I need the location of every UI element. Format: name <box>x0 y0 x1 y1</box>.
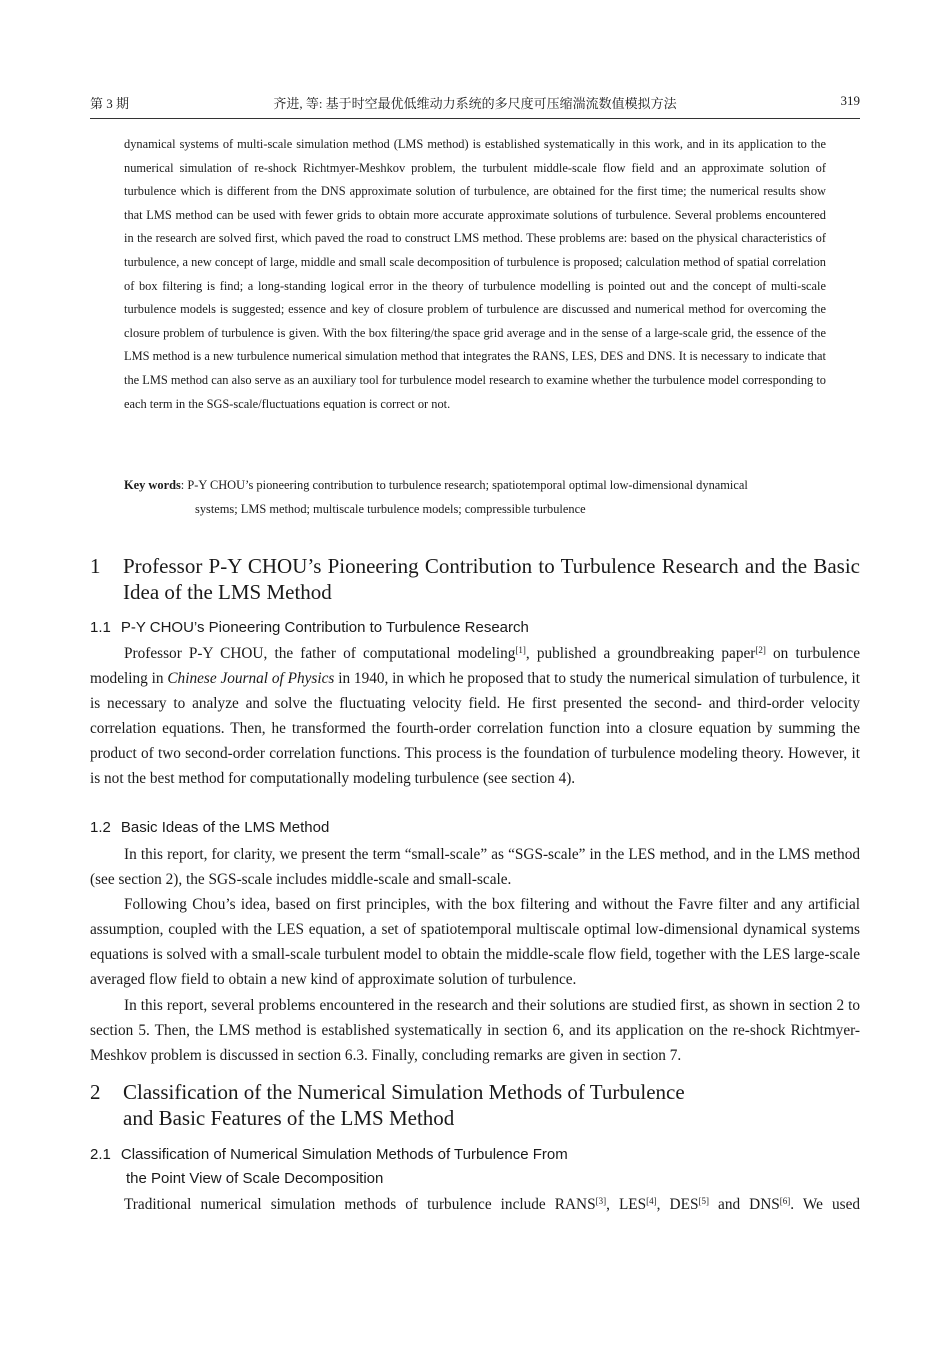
subsection-title: Basic Ideas of the LMS Method <box>120 819 330 836</box>
section-2-heading <box>90 1079 860 1131</box>
text: and DNS <box>708 1196 780 1213</box>
subsection-title-line2: the Point View of Scale Decomposition <box>126 1170 384 1187</box>
text: , published a groundbreaking paper <box>525 645 756 662</box>
running-title: 齐进, 等: 基于时空最优低维动力系统的多尺度可压缩湍流数值模拟方法 <box>273 96 677 111</box>
citation[interactable]: [6] <box>779 1196 791 1206</box>
keywords-line1: P-Y CHOU’s pioneering contribution to turbulence research; spatiotemporal optimal low-dimensional dynamical <box>187 478 748 492</box>
section-title-line2: and Basic Features of the LMS Method <box>123 1106 455 1130</box>
text: , LES <box>606 1196 647 1213</box>
paragraphs <box>90 842 860 1068</box>
text: on turbulence modeling in <box>90 645 861 688</box>
text: . We used <box>790 1196 861 1213</box>
section-number: 2 <box>90 1080 101 1104</box>
section-number: 1 <box>90 554 101 578</box>
citation[interactable]: [3] <box>595 1196 607 1206</box>
header-rule <box>90 118 860 119</box>
keywords <box>124 474 826 521</box>
subsection-1-2-heading <box>90 816 860 840</box>
subsection-number: 2.1 <box>90 1146 111 1163</box>
keywords-line2: systems; LMS method; multiscale turbulence models; compressible turbulence <box>195 501 586 516</box>
section-title-line1: Classification of the Numerical Simulation Methods of Turbulence <box>123 1080 685 1104</box>
issue-number: 第 3 期 <box>90 96 130 111</box>
page-number: 319 <box>840 93 860 108</box>
paragraph: In this report, for clarity, we present the term “small-scale” as “SGS-scale” in the LES method, and in the LMS method (see section 2), the SGS-scale includes middle-scale and small-scale. <box>90 846 860 889</box>
paragraph: In this report, several problems encountered in the research and their solutions are studied first, as shown in section 2 to section 5. Then, the LMS method is established systematically in section 6, and its application on the re-shock Richtmyer-Meshkov problem is discussed in section 6.3. Finally, concluding remarks are given in section 7. <box>90 996 860 1064</box>
subsection-number: 1.2 <box>90 819 111 836</box>
citation[interactable]: [4] <box>646 1196 657 1206</box>
subsection-2-1-heading <box>90 1143 860 1191</box>
subsection-title: P-Y CHOU’s Pioneering Contribution to Turbulence Research <box>120 619 529 636</box>
section-title: Professor P-Y CHOU’s Pioneering Contribution to Turbulence Research and the Basic Idea of the LMS Method <box>123 554 860 604</box>
subsection-1-1-heading <box>90 616 860 640</box>
citation[interactable]: [2] <box>755 645 766 655</box>
paragraph <box>90 1192 860 1217</box>
citation[interactable]: [1] <box>515 645 526 655</box>
citation[interactable]: [5] <box>698 1196 709 1206</box>
text: in 1940, in which he proposed that to study the numerical simulation of turbulence, it is necessary to analyze and solve the fluctuating velocity field. He first presented the second- and third-order velocity correlation equations. Then, he transformed the fourth-order correlation function into a closure equation by summing the product of two second-order correlation functions. This process is the foundation of turbulence modeling theory. However, it is not the best method for computationally modeling turbulence (see section 4). <box>90 670 860 788</box>
abstract: dynamical systems of multi-scale simulation method (LMS method) is established systematically in this work, and in its application to the numerical simulation of re-shock Richtmyer-Meshkov problem, the turbulent middle-scale flow field and an approximate solution of turbulence which is different from the DNS approximate solution of turbulence, are obtained for the first time; the numerical results show that LMS method can be used with fewer grids to obtain more accurate approximate solutions of turbulence. Several problems encountered in the research are solved first, which paved the road to construct LMS method. These problems are: based on the physical characteristics of turbulence, a new concept of large, middle and small scale decomposition of turbulence is proposed; calculation method of spatial correlation of box filtering is find; a long-standing logical error in the theory of turbulence modelling is pointed out and the concept of multi-scale turbulence models is suggested; essence and key of closure problem of turbulence are discussed and numerical method for overcoming the closure problem of turbulence is given. With the box filtering/the space grid average and in the sense of a large-scale grid, the essence of the LMS method is a new turbulence numerical simulation method that integrates the RANS, LES, DES and DNS. It is necessary to indicate that the LMS method can also serve as an auxiliary tool for turbulence model research to examine whether the turbulence model corresponding to each term in the SGS-scale/fluctuations equation is correct or not. <box>124 137 826 411</box>
keywords-sep: : <box>180 478 185 492</box>
running-header <box>90 93 860 111</box>
keywords-label: Key words <box>124 478 181 492</box>
text: , DES <box>656 1196 699 1213</box>
paragraph <box>90 641 860 792</box>
text: Professor P-Y CHOU, the father of computational modeling <box>124 645 516 662</box>
paragraph: Following Chou’s idea, based on first principles, with the box filtering and without the Favre filter and any artificial assumption, coupled with the LES equation, a set of spatiotemporal multiscale optimal low-dimensional dynamical systems equations is solved with a small-scale turbulent model to obtain the middle-scale flow field, together with the LES large-scale averaged flow field to obtain a new kind of approximate solution of turbulence. <box>90 896 860 989</box>
section-1-heading <box>90 553 860 605</box>
text: Traditional numerical simulation methods of turbulence include RANS <box>124 1196 596 1213</box>
subsection-number: 1.1 <box>90 619 111 636</box>
journal-name: Chinese Journal of Physics <box>167 670 335 688</box>
subsection-title-line1: Classification of Numerical Simulation Methods of Turbulence From <box>120 1146 568 1163</box>
